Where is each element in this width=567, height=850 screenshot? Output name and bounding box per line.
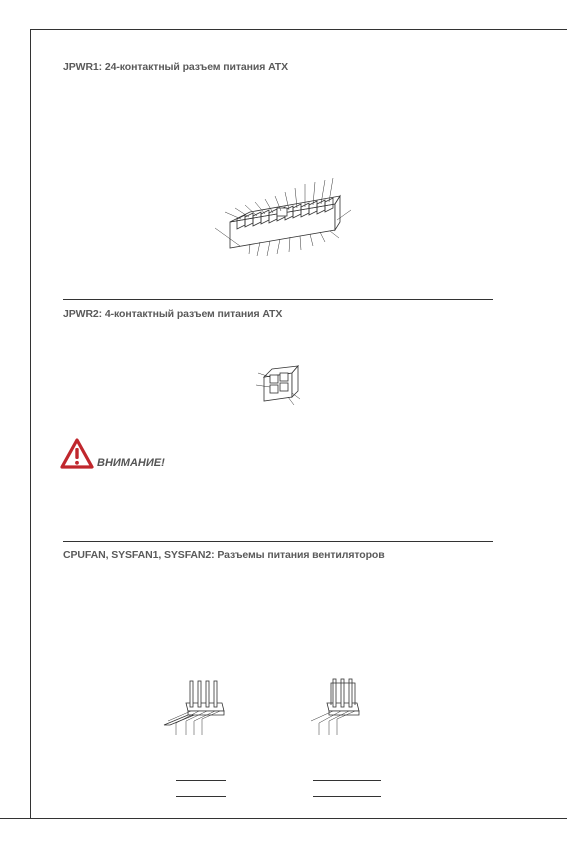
section-divider xyxy=(63,299,493,300)
fans-heading: CPUFAN, SYSFAN1, SYSFAN2: Разъемы питания вентиляторов xyxy=(63,549,385,561)
fan-4pin-connector-illustration xyxy=(158,673,230,737)
caution-label: ВНИМАНИЕ! xyxy=(97,457,165,469)
page-frame-bottom xyxy=(0,818,567,819)
warning-triangle-icon xyxy=(60,438,94,470)
page-frame-top xyxy=(30,29,567,30)
fan-label-underline xyxy=(313,796,381,797)
page-frame-left xyxy=(30,29,31,819)
caution-block xyxy=(60,438,94,470)
jpwr1-heading: JPWR1: 24-контактный разъем питания ATX xyxy=(63,61,289,73)
fan-label-underline xyxy=(313,780,381,781)
jpwr2-connector-illustration xyxy=(252,363,302,409)
fan-label-underline xyxy=(176,796,226,797)
jpwr2-heading: JPWR2: 4-контактный разъем питания ATX xyxy=(63,308,283,320)
section-divider xyxy=(63,541,493,542)
fan-3pin-connector-illustration xyxy=(303,673,367,737)
jpwr1-connector-illustration xyxy=(205,172,355,262)
fan-label-underline xyxy=(176,780,226,781)
